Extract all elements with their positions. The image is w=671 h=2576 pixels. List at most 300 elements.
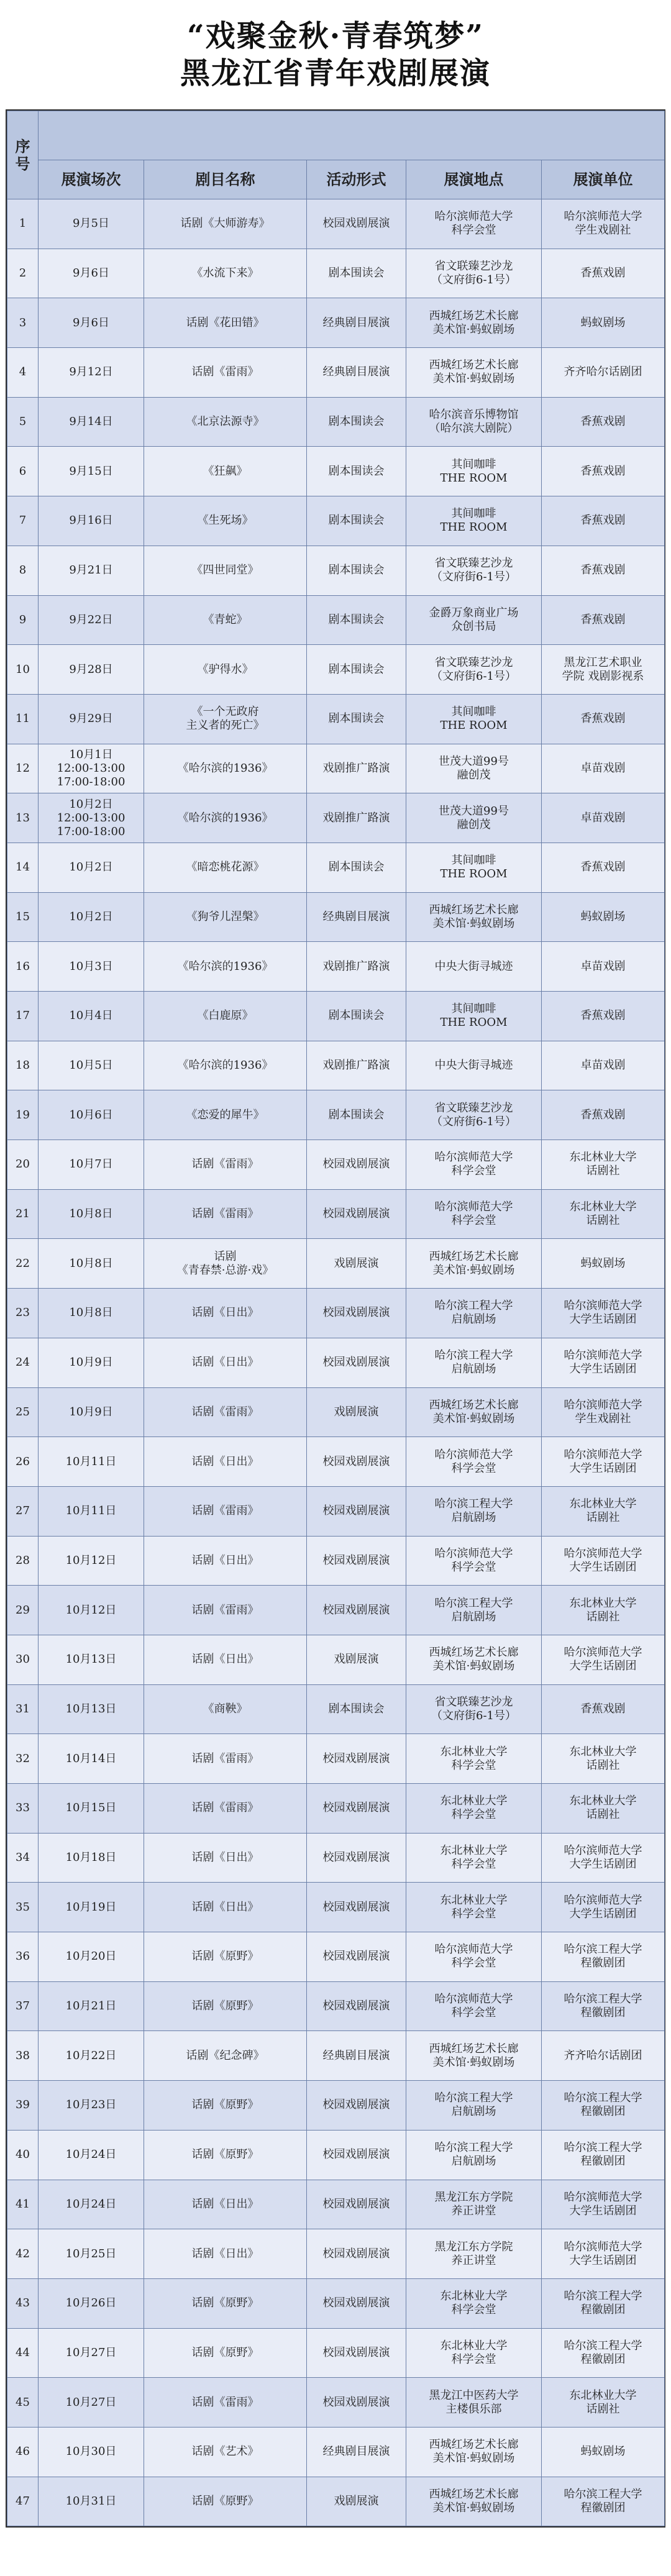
row-format-cell: 剧本围读会 [307,249,406,298]
row-organizer-cell: 香蕉戏剧 [542,1090,665,1140]
row-title-cell: 《驴得水》 [144,645,307,695]
table-row [7,1189,665,1239]
row-title-cell: 话剧《日出》 [144,1635,307,1684]
row-date-cell: 10月25日 [39,2229,144,2279]
row-organizer-cell: 香蕉戏剧 [542,447,665,496]
row-organizer-cell: 东北林业大学 话剧社 [542,1189,665,1239]
row-format-cell: 校园戏剧展演 [307,1981,406,2031]
row-venue-cell: 东北林业大学 科学会堂 [406,2328,542,2378]
row-date-cell: 10月4日 [39,992,144,1041]
table-row [7,348,665,398]
row-date-cell: 10月5日 [39,1041,144,1090]
row-seq-cell: 20 [7,1140,39,1190]
row-format-cell: 剧本围读会 [307,645,406,695]
row-format-cell: 校园戏剧展演 [307,1586,406,1635]
row-organizer-cell: 东北林业大学 话剧社 [542,1586,665,1635]
row-format-cell: 剧本围读会 [307,1090,406,1140]
row-date-cell: 9月6日 [39,298,144,348]
table-row [7,892,665,942]
schedule-table-container [6,109,665,2528]
row-format-cell: 戏剧推广路演 [307,744,406,793]
row-title-cell: 《水流下来》 [144,249,307,298]
table-row [7,1586,665,1635]
row-date-cell: 10月13日 [39,1635,144,1684]
table-row [7,942,665,992]
row-format-cell: 校园戏剧展演 [307,2081,406,2131]
row-venue-cell: 省文联臻艺沙龙 （文府街6-1号） [406,546,542,595]
row-organizer-cell: 哈尔滨师范大学 大学生话剧团 [542,2229,665,2279]
row-date-cell: 9月28日 [39,645,144,695]
row-date-cell: 10月3日 [39,942,144,992]
row-date-cell: 10月2日 [39,843,144,892]
row-organizer-cell: 哈尔滨师范大学 学生戏剧社 [542,1387,665,1437]
title-line-2: 黑龙江省青年戏剧展演 [180,56,491,91]
row-seq-cell: 17 [7,992,39,1041]
row-date-cell: 10月18日 [39,1833,144,1883]
row-format-cell: 经典剧目展演 [307,348,406,398]
row-seq-cell: 24 [7,1338,39,1387]
row-seq-cell: 32 [7,1734,39,1784]
row-format-cell: 校园戏剧展演 [307,1140,406,1190]
table-row [7,2378,665,2428]
table-row [7,1784,665,1834]
row-organizer-cell: 香蕉戏剧 [542,843,665,892]
row-organizer-cell: 哈尔滨工程大学 程徽剧团 [542,2081,665,2131]
table-row [7,1734,665,1784]
row-date-cell: 10月24日 [39,2130,144,2180]
row-date-cell: 10月26日 [39,2278,144,2328]
row-seq-cell: 1 [7,199,39,249]
column-header-row [7,160,665,199]
row-venue-cell: 西城红场艺术长廊 美术馆·蚂蚁剧场 [406,298,542,348]
row-title-cell: 话剧《雷雨》 [144,1586,307,1635]
row-organizer-cell: 东北林业大学 话剧社 [542,2378,665,2428]
row-organizer-cell: 蚂蚁剧场 [542,892,665,942]
row-organizer-cell: 哈尔滨工程大学 程徽剧团 [542,2328,665,2378]
row-seq-cell: 43 [7,2278,39,2328]
col-header-title: 剧目名称 [144,160,307,199]
row-date-cell: 10月8日 [39,1239,144,1289]
table-row [7,447,665,496]
row-date-cell: 10月11日 [39,1437,144,1487]
col-header-venue: 展演地点 [406,160,542,199]
row-organizer-cell: 哈尔滨师范大学 大学生话剧团 [542,1883,665,1932]
row-date-cell: 9月6日 [39,249,144,298]
row-organizer-cell: 香蕉戏剧 [542,595,665,645]
row-date-cell: 10月8日 [39,1289,144,1338]
row-title-cell: 话剧《雷雨》 [144,1784,307,1834]
row-organizer-cell: 香蕉戏剧 [542,397,665,447]
row-date-cell: 10月2日 12:00-13:00 17:00-18:00 [39,793,144,843]
table-row [7,1041,665,1090]
row-organizer-cell: 东北林业大学 话剧社 [542,1784,665,1834]
row-date-cell: 10月8日 [39,1189,144,1239]
row-organizer-cell: 东北林业大学 话剧社 [542,1486,665,1536]
row-venue-cell: 世茂大道99号 融创茂 [406,793,542,843]
row-venue-cell: 黑龙江中医药大学 主楼俱乐部 [406,2378,542,2428]
row-title-cell: 话剧《纪念碑》 [144,2031,307,2081]
row-format-cell: 校园戏剧展演 [307,1437,406,1487]
row-organizer-cell: 香蕉戏剧 [542,694,665,744]
table-row [7,645,665,695]
row-organizer-cell: 哈尔滨工程大学 程徽剧团 [542,2477,665,2526]
row-format-cell: 戏剧展演 [307,1239,406,1289]
table-row [7,2427,665,2477]
row-venue-cell: 哈尔滨音乐博物馆 （哈尔滨大剧院） [406,397,542,447]
row-title-cell: 话剧《雷雨》 [144,2378,307,2428]
row-title-cell: 《哈尔滨的1936》 [144,1041,307,1090]
row-date-cell: 10月15日 [39,1784,144,1834]
row-seq-cell: 45 [7,2378,39,2428]
row-format-cell: 剧本围读会 [307,595,406,645]
row-seq-cell: 2 [7,249,39,298]
row-format-cell: 剧本围读会 [307,496,406,546]
row-venue-cell: 世茂大道99号 融创茂 [406,744,542,793]
row-format-cell: 校园戏剧展演 [307,2378,406,2428]
row-format-cell: 校园戏剧展演 [307,1536,406,1586]
table-row [7,1486,665,1536]
row-seq-cell: 7 [7,496,39,546]
row-seq-cell: 6 [7,447,39,496]
row-seq-cell: 42 [7,2229,39,2279]
row-seq-cell: 5 [7,397,39,447]
row-venue-cell: 西城红场艺术长廊 美术馆·蚂蚁剧场 [406,2031,542,2081]
row-format-cell: 戏剧展演 [307,2477,406,2526]
table-row [7,1140,665,1190]
table-row [7,1635,665,1684]
table-row [7,992,665,1041]
row-venue-cell: 东北林业大学 科学会堂 [406,1734,542,1784]
row-title-cell: 话剧《花田错》 [144,298,307,348]
schedule-table [7,111,665,2526]
col-header-session: 展演场次 [39,160,144,199]
row-organizer-cell: 蚂蚁剧场 [542,298,665,348]
table-row [7,1289,665,1338]
row-date-cell: 10月24日 [39,2180,144,2229]
row-title-cell: 《白鹿原》 [144,992,307,1041]
row-seq-cell: 27 [7,1486,39,1536]
row-venue-cell: 西城红场艺术长廊 美术馆·蚂蚁剧场 [406,348,542,398]
table-row [7,1833,665,1883]
row-title-cell: 话剧《日出》 [144,2180,307,2229]
row-format-cell: 剧本围读会 [307,397,406,447]
row-venue-cell: 省文联臻艺沙龙 （文府街6-1号） [406,645,542,695]
row-date-cell: 10月22日 [39,2031,144,2081]
row-organizer-cell: 东北林业大学 话剧社 [542,1140,665,1190]
row-title-cell: 《哈尔滨的1936》 [144,942,307,992]
table-row [7,1536,665,1586]
table-row [7,1684,665,1734]
row-date-cell: 10月20日 [39,1932,144,1982]
row-venue-cell: 省文联臻艺沙龙 （文府街6-1号） [406,1090,542,1140]
row-date-cell: 10月2日 [39,892,144,942]
row-title-cell: 《狗爷儿涅槃》 [144,892,307,942]
row-seq-cell: 18 [7,1041,39,1090]
row-organizer-cell: 哈尔滨工程大学 程徽剧团 [542,2130,665,2180]
row-format-cell: 校园戏剧展演 [307,199,406,249]
row-seq-cell: 13 [7,793,39,843]
row-title-cell: 话剧《原野》 [144,2130,307,2180]
table-row [7,2031,665,2081]
row-date-cell: 10月12日 [39,1586,144,1635]
row-date-cell: 10月13日 [39,1684,144,1734]
row-venue-cell: 哈尔滨师范大学 科学会堂 [406,1437,542,1487]
row-organizer-cell: 哈尔滨师范大学 大学生话剧团 [542,1833,665,1883]
table-row [7,1437,665,1487]
row-title-cell: 话剧《日出》 [144,1536,307,1586]
row-date-cell: 10月14日 [39,1734,144,1784]
row-seq-cell: 33 [7,1784,39,1834]
row-date-cell: 9月12日 [39,348,144,398]
row-title-cell: 《商鞅》 [144,1684,307,1734]
row-seq-cell: 23 [7,1289,39,1338]
row-format-cell: 剧本围读会 [307,447,406,496]
row-date-cell: 10月9日 [39,1387,144,1437]
row-title-cell: 《生死场》 [144,496,307,546]
row-venue-cell: 西城红场艺术长廊 美术馆·蚂蚁剧场 [406,1239,542,1289]
row-venue-cell: 哈尔滨工程大学 启航剧场 [406,2130,542,2180]
header-banner [39,111,665,160]
row-date-cell: 9月22日 [39,595,144,645]
row-title-cell: 话剧《雷雨》 [144,1140,307,1190]
row-seq-cell: 12 [7,744,39,793]
row-format-cell: 戏剧推广路演 [307,1041,406,1090]
row-format-cell: 校园戏剧展演 [307,1289,406,1338]
row-seq-cell: 28 [7,1536,39,1586]
row-seq-cell: 21 [7,1189,39,1239]
row-venue-cell: 哈尔滨师范大学 科学会堂 [406,1536,542,1586]
row-organizer-cell: 哈尔滨工程大学 程徽剧团 [542,1932,665,1982]
row-organizer-cell: 蚂蚁剧场 [542,2427,665,2477]
row-title-cell: 话剧《原野》 [144,1981,307,2031]
row-seq-cell: 15 [7,892,39,942]
row-title-cell: 《一个无政府 主义者的死亡》 [144,694,307,744]
row-format-cell: 校园戏剧展演 [307,2229,406,2279]
table-body [7,199,665,2526]
row-title-cell: 话剧《日出》 [144,2229,307,2279]
row-format-cell: 经典剧目展演 [307,2031,406,2081]
row-format-cell: 经典剧目展演 [307,892,406,942]
row-seq-cell: 44 [7,2328,39,2378]
row-seq-cell: 39 [7,2081,39,2131]
title-line-1: “戏聚金秋·青春筑梦” [187,19,484,53]
row-format-cell: 戏剧展演 [307,1387,406,1437]
row-organizer-cell: 哈尔滨师范大学 大学生话剧团 [542,2180,665,2229]
row-venue-cell: 其间咖啡 THE ROOM [406,694,542,744]
row-venue-cell: 西城红场艺术长廊 美术馆·蚂蚁剧场 [406,2477,542,2526]
row-seq-cell: 26 [7,1437,39,1487]
row-venue-cell: 哈尔滨师范大学 科学会堂 [406,1189,542,1239]
row-venue-cell: 金爵万象商业广场 众创书局 [406,595,542,645]
row-format-cell: 校园戏剧展演 [307,2278,406,2328]
row-format-cell: 校园戏剧展演 [307,2328,406,2378]
row-format-cell: 校园戏剧展演 [307,1734,406,1784]
row-title-cell: 《暗恋桃花源》 [144,843,307,892]
row-organizer-cell: 齐齐哈尔话剧团 [542,2031,665,2081]
row-seq-cell: 37 [7,1981,39,2031]
row-seq-cell: 38 [7,2031,39,2081]
table-row [7,546,665,595]
row-seq-cell: 40 [7,2130,39,2180]
row-title-cell: 话剧《雷雨》 [144,1189,307,1239]
row-venue-cell: 西城红场艺术长廊 美术馆·蚂蚁剧场 [406,892,542,942]
row-date-cell: 9月14日 [39,397,144,447]
row-date-cell: 10月23日 [39,2081,144,2131]
row-organizer-cell: 香蕉戏剧 [542,496,665,546]
row-format-cell: 校园戏剧展演 [307,1189,406,1239]
row-format-cell: 校园戏剧展演 [307,2180,406,2229]
table-row [7,843,665,892]
row-date-cell: 10月31日 [39,2477,144,2526]
row-organizer-cell: 卓苗戏剧 [542,1041,665,1090]
table-row [7,2328,665,2378]
table-row [7,744,665,793]
row-organizer-cell: 香蕉戏剧 [542,992,665,1041]
row-format-cell: 经典剧目展演 [307,298,406,348]
row-title-cell: 话剧《原野》 [144,2328,307,2378]
table-row [7,2081,665,2131]
table-row [7,1883,665,1932]
row-organizer-cell: 齐齐哈尔话剧团 [542,348,665,398]
row-organizer-cell: 蚂蚁剧场 [542,1239,665,1289]
row-organizer-cell: 哈尔滨师范大学 大学生话剧团 [542,1536,665,1586]
table-row [7,199,665,249]
row-date-cell: 9月16日 [39,496,144,546]
row-date-cell: 9月15日 [39,447,144,496]
row-title-cell: 话剧《日出》 [144,1437,307,1487]
row-venue-cell: 哈尔滨师范大学 科学会堂 [406,1981,542,2031]
row-venue-cell: 东北林业大学 科学会堂 [406,2278,542,2328]
row-organizer-cell: 哈尔滨工程大学 程徽剧团 [542,1981,665,2031]
row-venue-cell: 哈尔滨工程大学 启航剧场 [406,1486,542,1536]
title-block [0,0,671,109]
table-row [7,1338,665,1387]
row-venue-cell: 其间咖啡 THE ROOM [406,496,542,546]
row-seq-cell: 10 [7,645,39,695]
row-title-cell: 话剧《雷雨》 [144,348,307,398]
row-venue-cell: 其间咖啡 THE ROOM [406,447,542,496]
row-date-cell: 10月9日 [39,1338,144,1387]
row-format-cell: 校园戏剧展演 [307,2130,406,2180]
col-header-organizer: 展演单位 [542,160,665,199]
table-row [7,2278,665,2328]
row-format-cell: 戏剧展演 [307,1635,406,1684]
row-organizer-cell: 哈尔滨师范大学 学生戏剧社 [542,199,665,249]
row-venue-cell: 哈尔滨工程大学 启航剧场 [406,1586,542,1635]
row-date-cell: 10月27日 [39,2378,144,2428]
row-venue-cell: 中央大街寻城迹 [406,942,542,992]
row-date-cell: 10月30日 [39,2427,144,2477]
table-row [7,249,665,298]
row-seq-cell: 9 [7,595,39,645]
row-date-cell: 9月29日 [39,694,144,744]
row-venue-cell: 西城红场艺术长廊 美术馆·蚂蚁剧场 [406,1635,542,1684]
row-seq-cell: 34 [7,1833,39,1883]
row-title-cell: 话剧《日出》 [144,1338,307,1387]
table-row [7,298,665,348]
row-venue-cell: 黑龙江东方学院 养正讲堂 [406,2180,542,2229]
table-row [7,1090,665,1140]
seq-header: 序号 [7,111,39,199]
row-seq-cell: 35 [7,1883,39,1932]
row-title-cell: 话剧 《青春禁·总游·戏》 [144,1239,307,1289]
row-organizer-cell: 黑龙江艺术职业 学院 戏剧影视系 [542,645,665,695]
row-date-cell: 10月21日 [39,1981,144,2031]
row-seq-cell: 36 [7,1932,39,1982]
row-venue-cell: 西城红场艺术长廊 美术馆·蚂蚁剧场 [406,2427,542,2477]
row-seq-cell: 25 [7,1387,39,1437]
table-row [7,1981,665,2031]
row-venue-cell: 哈尔滨工程大学 启航剧场 [406,1338,542,1387]
row-venue-cell: 东北林业大学 科学会堂 [406,1883,542,1932]
row-organizer-cell: 卓苗戏剧 [542,744,665,793]
row-organizer-cell: 哈尔滨师范大学 大学生话剧团 [542,1635,665,1684]
row-venue-cell: 哈尔滨工程大学 启航剧场 [406,2081,542,2131]
row-format-cell: 剧本围读会 [307,843,406,892]
row-seq-cell: 16 [7,942,39,992]
row-venue-cell: 哈尔滨工程大学 启航剧场 [406,1289,542,1338]
row-title-cell: 话剧《日出》 [144,1289,307,1338]
row-format-cell: 剧本围读会 [307,1684,406,1734]
row-seq-cell: 8 [7,546,39,595]
row-title-cell: 话剧《原野》 [144,2081,307,2131]
row-seq-cell: 46 [7,2427,39,2477]
row-title-cell: 《北京法源寺》 [144,397,307,447]
row-format-cell: 校园戏剧展演 [307,1833,406,1883]
row-date-cell: 10月6日 [39,1090,144,1140]
row-format-cell: 经典剧目展演 [307,2427,406,2477]
row-title-cell: 《恋爱的犀牛》 [144,1090,307,1140]
row-title-cell: 《狂飙》 [144,447,307,496]
row-organizer-cell: 卓苗戏剧 [542,793,665,843]
row-date-cell: 9月21日 [39,546,144,595]
row-seq-cell: 47 [7,2477,39,2526]
row-title-cell: 话剧《原野》 [144,2278,307,2328]
table-row [7,793,665,843]
row-venue-cell: 省文联臻艺沙龙 （文府街6-1号） [406,1684,542,1734]
table-row [7,2477,665,2526]
row-title-cell: 话剧《日出》 [144,1833,307,1883]
row-date-cell: 10月1日 12:00-13:00 17:00-18:00 [39,744,144,793]
row-organizer-cell: 哈尔滨工程大学 程徽剧团 [542,2278,665,2328]
row-format-cell: 戏剧推广路演 [307,793,406,843]
table-row [7,2180,665,2229]
row-title-cell: 《哈尔滨的1936》 [144,744,307,793]
row-venue-cell: 西城红场艺术长廊 美术馆·蚂蚁剧场 [406,1387,542,1437]
row-organizer-cell: 哈尔滨师范大学 大学生话剧团 [542,1437,665,1487]
row-title-cell: 话剧《雷雨》 [144,1387,307,1437]
row-venue-cell: 其间咖啡 THE ROOM [406,992,542,1041]
row-seq-cell: 4 [7,348,39,398]
row-date-cell: 10月19日 [39,1883,144,1932]
col-header-format: 活动形式 [307,160,406,199]
row-venue-cell: 中央大街寻城迹 [406,1041,542,1090]
row-format-cell: 校园戏剧展演 [307,1486,406,1536]
row-title-cell: 话剧《日出》 [144,1883,307,1932]
table-row [7,2229,665,2279]
row-venue-cell: 东北林业大学 科学会堂 [406,1833,542,1883]
row-date-cell: 10月27日 [39,2328,144,2378]
row-seq-cell: 22 [7,1239,39,1289]
table-row [7,595,665,645]
row-date-cell: 10月11日 [39,1486,144,1536]
row-title-cell: 话剧《原野》 [144,1932,307,1982]
row-format-cell: 校园戏剧展演 [307,1784,406,1834]
row-format-cell: 校园戏剧展演 [307,1932,406,1982]
row-organizer-cell: 香蕉戏剧 [542,249,665,298]
row-organizer-cell: 香蕉戏剧 [542,546,665,595]
row-venue-cell: 黑龙江东方学院 养正讲堂 [406,2229,542,2279]
